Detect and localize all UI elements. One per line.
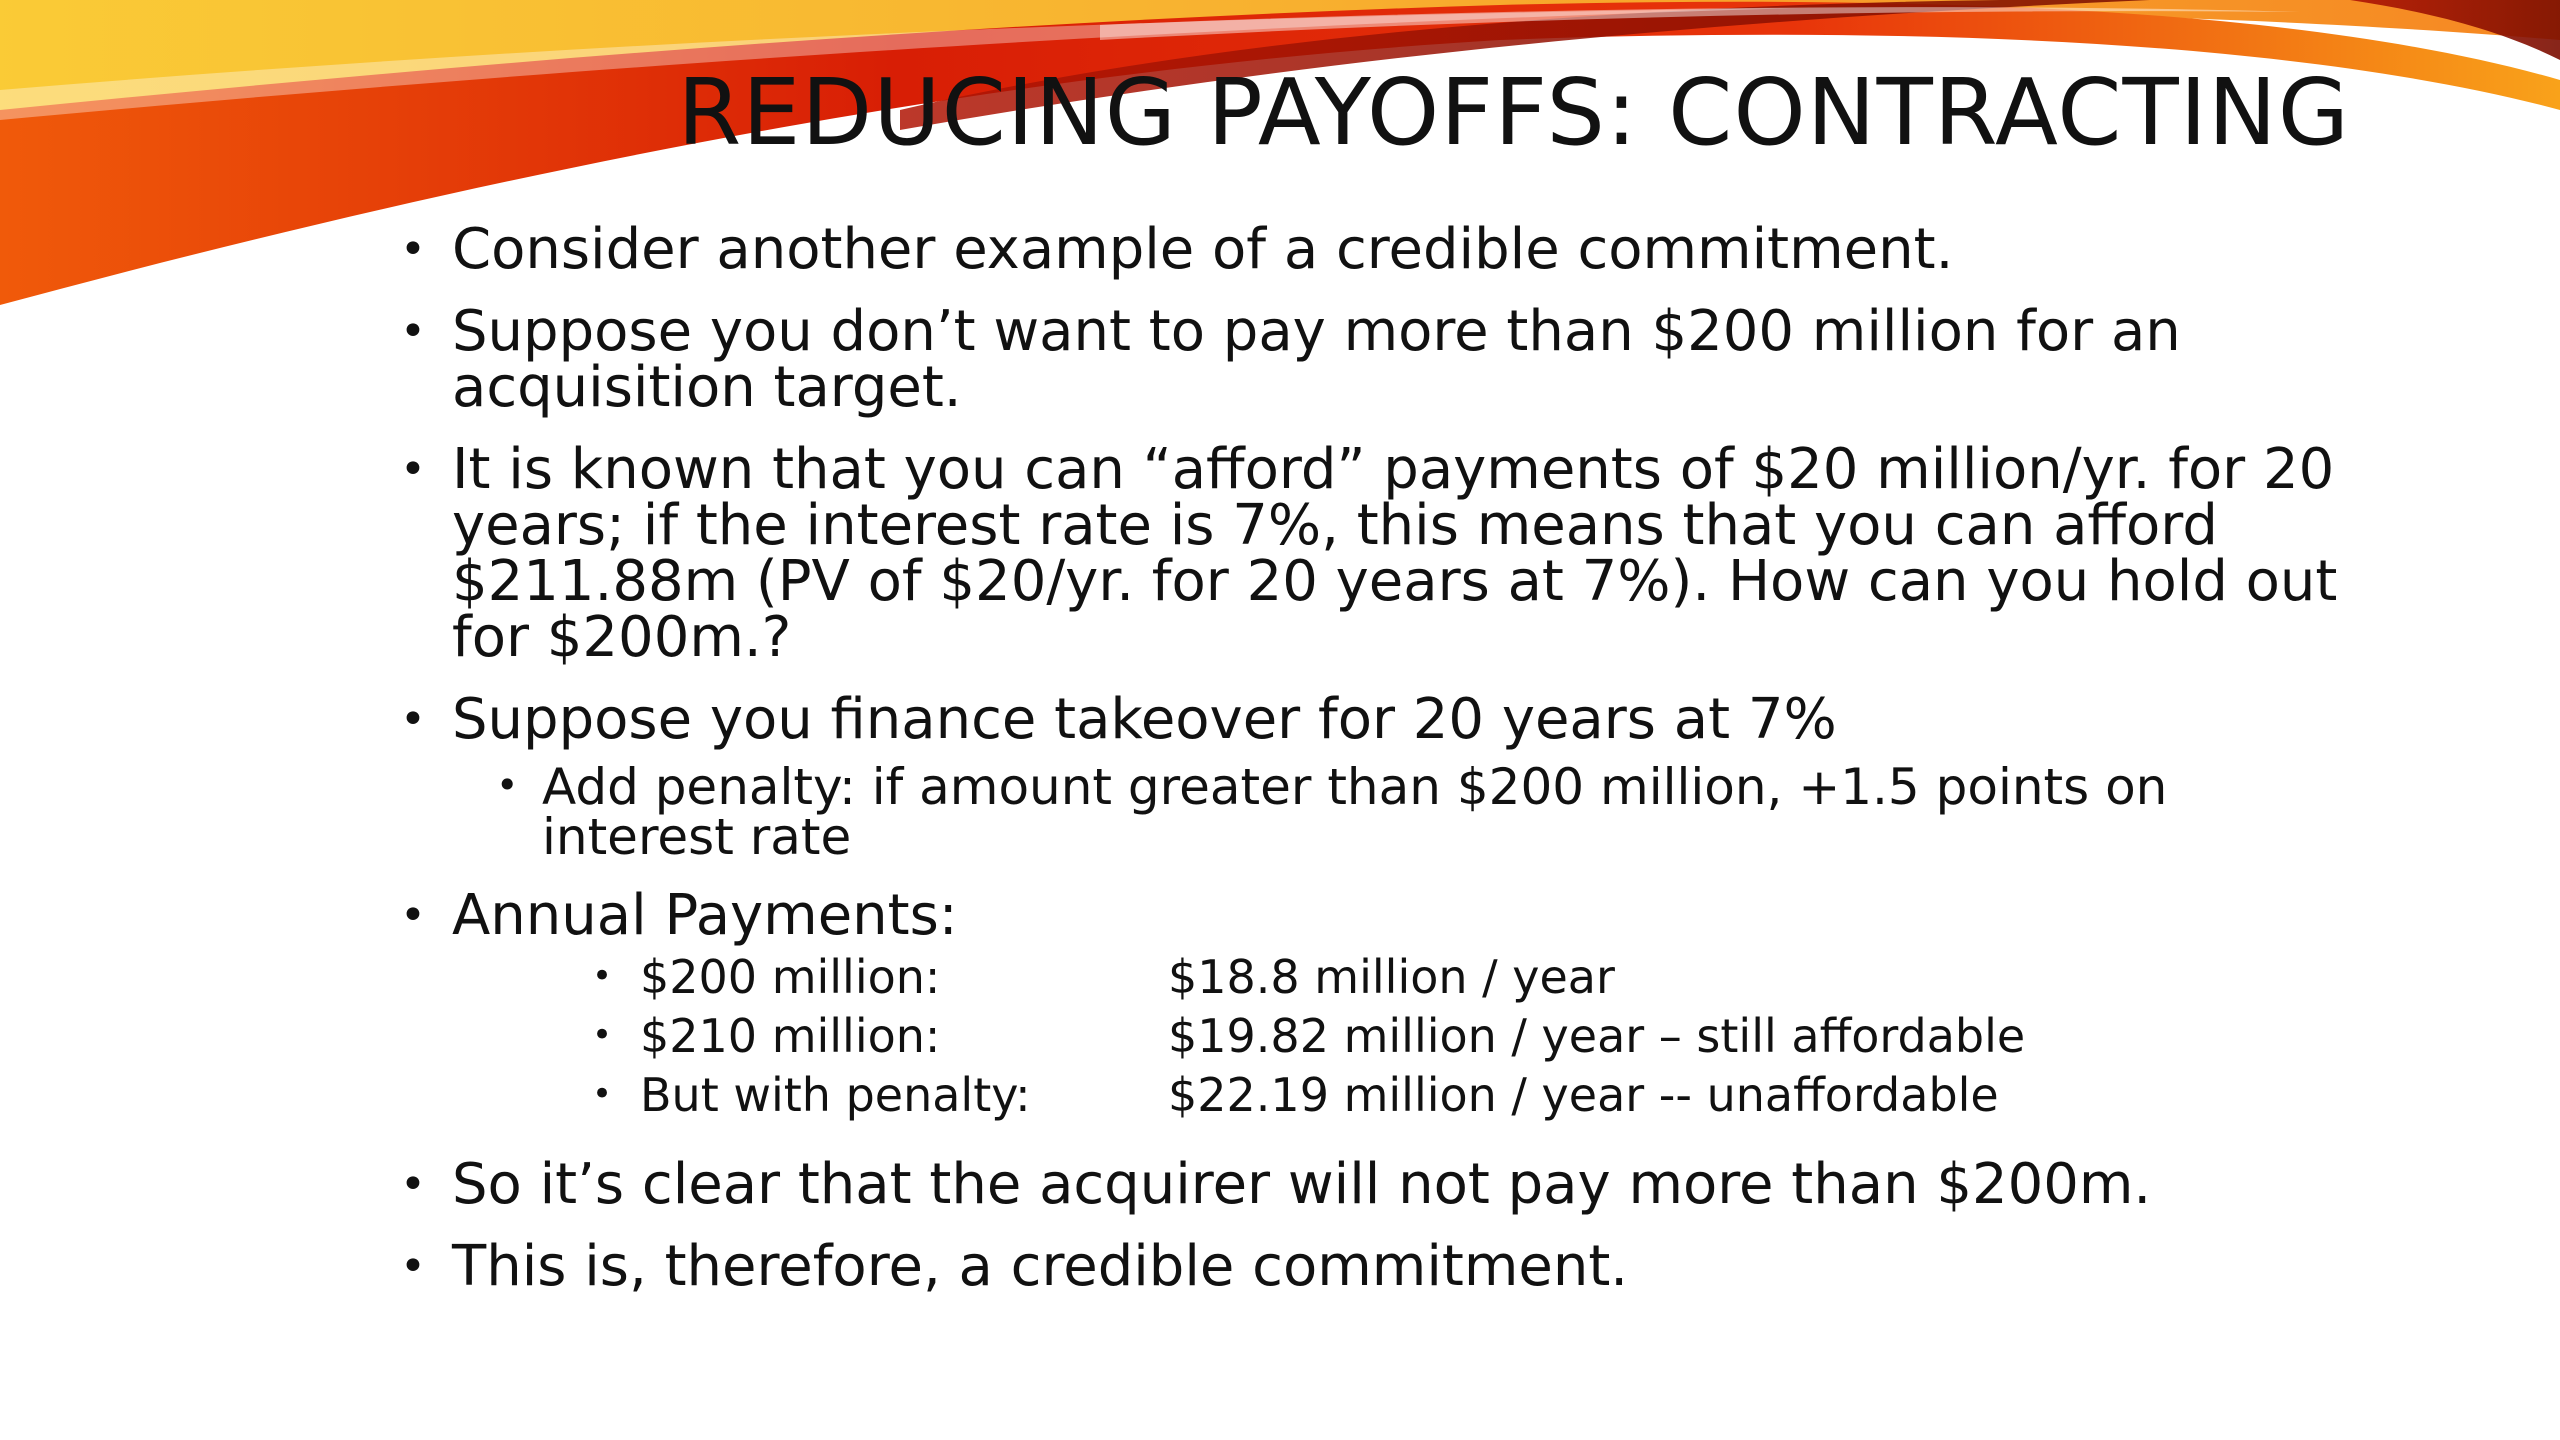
- bullet-icon: •: [400, 224, 426, 275]
- bullet-icon: •: [400, 1159, 426, 1210]
- bullet-icon: •: [400, 890, 426, 941]
- slide-title: REDUCING PAYOFFS: CONTRACTING: [677, 59, 2350, 166]
- bullet-icon: •: [400, 1241, 426, 1292]
- bullet-text: Consider another example of a credible commitment.: [452, 217, 1954, 282]
- bullet-icon: •: [496, 763, 519, 807]
- bullet-text: It is known that you can “afford” payments of $20 million/yr. for 20 years; if the interest rate is 7%, this means that you can afford $211.88m (PV of $20/yr. for 20 years at 7%). How can you hold out for $200m.?: [452, 437, 2338, 670]
- payment-value: $18.8 million / year: [1168, 950, 1615, 1004]
- bullet-text: Annual Payments:: [452, 883, 958, 948]
- payment-row: [592, 1068, 2360, 1131]
- payment-value: $19.82 million / year – still affordable: [1168, 1009, 2026, 1063]
- payment-label: But with penalty:: [640, 1068, 1031, 1122]
- bullet-list: [400, 217, 2360, 1321]
- payment-label: $210 million:: [640, 1009, 941, 1063]
- bullet-text: Suppose you finance takeover for 20 years at 7%: [452, 687, 1837, 752]
- bullet-icon: •: [592, 1015, 613, 1055]
- payment-label: $200 million:: [640, 950, 941, 1004]
- bullet-icon: •: [592, 1074, 613, 1114]
- bullet-item: [400, 1234, 2360, 1299]
- bullet-icon: •: [400, 694, 426, 745]
- bullet-icon: •: [400, 306, 426, 357]
- bullet-icon: •: [592, 956, 613, 996]
- payment-value: $22.19 million / year -- unaffordable: [1168, 1068, 1999, 1122]
- bullet-text: Suppose you don’t want to pay more than $200 million for an acquisition target.: [452, 299, 2181, 420]
- payments-list: [400, 950, 2360, 1131]
- bullet-item: [400, 883, 2360, 948]
- payment-row: [592, 950, 2360, 1013]
- bullet-text: This is, therefore, a credible commitment.: [452, 1234, 1629, 1299]
- bullet-icon: •: [400, 444, 426, 495]
- bullet-text: So it’s clear that the acquirer will not pay more than $200m.: [452, 1152, 2152, 1217]
- sub-bullet-item: [496, 758, 2360, 866]
- bullet-item: [400, 437, 2360, 670]
- bullet-item: [400, 217, 2360, 282]
- sub-bullet-text: Add penalty: if amount greater than $200 million, +1.5 points on interest rate: [542, 758, 2168, 866]
- bullet-item: [400, 299, 2360, 420]
- payment-row: [592, 1009, 2360, 1072]
- bullet-item: [400, 1152, 2360, 1217]
- bullet-item: [400, 687, 2360, 752]
